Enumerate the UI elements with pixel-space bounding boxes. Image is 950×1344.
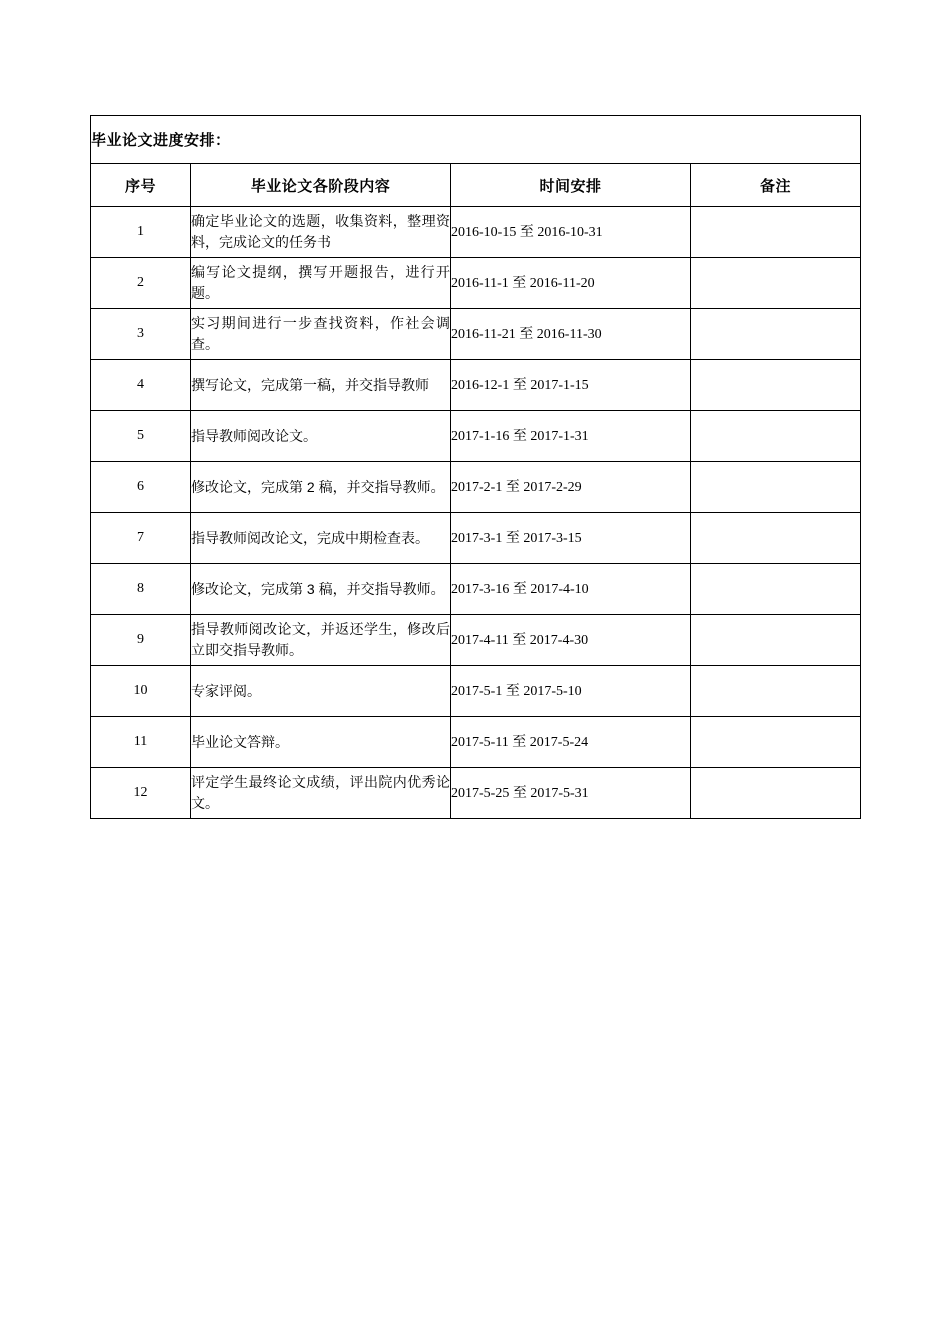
- row-note: [691, 360, 861, 411]
- row-note: [691, 309, 861, 360]
- row-content: 实习期间进行一步查找资料，作社会调查。: [191, 309, 451, 360]
- row-content: 确定毕业论文的选题，收集资料，整理资料，完成论文的任务书: [191, 207, 451, 258]
- table-row: [91, 768, 861, 819]
- table-row: [91, 258, 861, 309]
- row-note: [691, 207, 861, 258]
- table-header-row: [91, 164, 861, 207]
- row-time: 2017-3-16 至 2017-4-10: [451, 564, 691, 615]
- table-row: [91, 360, 861, 411]
- page-title: 毕业论文进度安排：: [91, 116, 861, 164]
- row-time: 2016-11-1 至 2016-11-20: [451, 258, 691, 309]
- row-note: [691, 513, 861, 564]
- row-no: 10: [91, 666, 191, 717]
- column-header-no: 序号: [91, 164, 191, 207]
- row-no: 5: [91, 411, 191, 462]
- row-note: [691, 564, 861, 615]
- row-content: 修改论文，完成第 3 稿，并交指导教师。: [191, 564, 451, 615]
- row-note: [691, 462, 861, 513]
- row-content: 指导教师阅改论文，完成中期检查表。: [191, 513, 451, 564]
- table-row: [91, 411, 861, 462]
- table-row: [91, 207, 861, 258]
- row-content: 撰写论文，完成第一稿，并交指导教师: [191, 360, 451, 411]
- column-header-time: 时间安排: [451, 164, 691, 207]
- row-time: 2016-10-15 至 2016-10-31: [451, 207, 691, 258]
- row-note: [691, 717, 861, 768]
- row-no: 11: [91, 717, 191, 768]
- table-row: [91, 615, 861, 666]
- row-time: 2016-11-21 至 2016-11-30: [451, 309, 691, 360]
- row-content: 指导教师阅改论文，并返还学生，修改后立即交指导教师。: [191, 615, 451, 666]
- column-header-content: 毕业论文各阶段内容: [191, 164, 451, 207]
- row-time: 2017-5-1 至 2017-5-10: [451, 666, 691, 717]
- row-time: 2016-12-1 至 2017-1-15: [451, 360, 691, 411]
- table-row: [91, 462, 861, 513]
- row-no: 9: [91, 615, 191, 666]
- row-no: 6: [91, 462, 191, 513]
- row-no: 3: [91, 309, 191, 360]
- column-header-note: 备注: [691, 164, 861, 207]
- row-time: 2017-5-11 至 2017-5-24: [451, 717, 691, 768]
- table-title-row: [91, 116, 861, 164]
- row-time: 2017-4-11 至 2017-4-30: [451, 615, 691, 666]
- row-no: 2: [91, 258, 191, 309]
- row-note: [691, 411, 861, 462]
- row-no: 1: [91, 207, 191, 258]
- row-no: 8: [91, 564, 191, 615]
- row-content: 毕业论文答辩。: [191, 717, 451, 768]
- row-no: 12: [91, 768, 191, 819]
- row-no: 4: [91, 360, 191, 411]
- row-time: 2017-1-16 至 2017-1-31: [451, 411, 691, 462]
- row-time: 2017-3-1 至 2017-3-15: [451, 513, 691, 564]
- row-note: [691, 768, 861, 819]
- row-content: 修改论文，完成第 2 稿，并交指导教师。: [191, 462, 451, 513]
- row-time: 2017-2-1 至 2017-2-29: [451, 462, 691, 513]
- row-note: [691, 666, 861, 717]
- table-row: [91, 717, 861, 768]
- row-content: 专家评阅。: [191, 666, 451, 717]
- row-note: [691, 258, 861, 309]
- table-row: [91, 666, 861, 717]
- row-no: 7: [91, 513, 191, 564]
- row-content: 评定学生最终论文成绩，评出院内优秀论文。: [191, 768, 451, 819]
- table-row: [91, 513, 861, 564]
- table-row: [91, 564, 861, 615]
- thesis-schedule-table: [90, 115, 861, 819]
- row-content: 指导教师阅改论文。: [191, 411, 451, 462]
- row-note: [691, 615, 861, 666]
- row-time: 2017-5-25 至 2017-5-31: [451, 768, 691, 819]
- table-row: [91, 309, 861, 360]
- row-content: 编写论文提纲，撰写开题报告，进行开题。: [191, 258, 451, 309]
